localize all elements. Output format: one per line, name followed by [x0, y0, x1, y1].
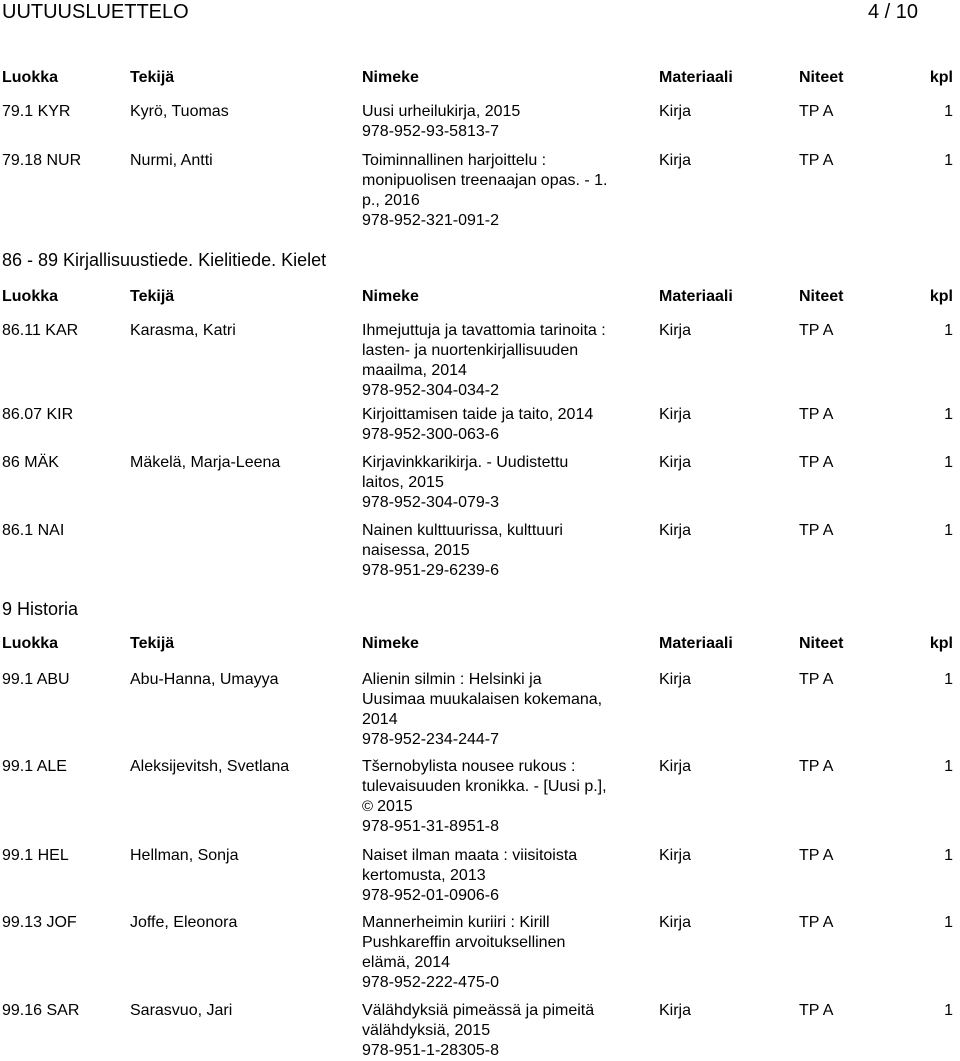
title-line: Uusimaa muukalaisen kokemana, — [362, 691, 603, 708]
kpl-cell: 1 — [944, 454, 953, 471]
materiaali-cell: Kirja — [659, 847, 692, 864]
column-header-tekija: Tekijä — [130, 635, 175, 652]
niteet-cell: TP A — [799, 406, 834, 423]
kpl-cell: 1 — [944, 522, 953, 539]
isbn-line: 978-951-31-8951-8 — [362, 818, 499, 835]
title-line: Alienin silmin : Helsinki ja — [362, 671, 542, 688]
materiaali-cell: Kirja — [659, 322, 692, 339]
column-header-niteet: Niteet — [799, 635, 844, 652]
title-line: Välähdyksiä pimeässä ja pimeitä — [362, 1002, 595, 1019]
column-header-tekija: Tekijä — [130, 69, 175, 86]
kpl-cell: 1 — [944, 758, 953, 775]
column-header-kpl: kpl — [929, 635, 953, 652]
title-line: välähdyksiä, 2015 — [362, 1022, 491, 1039]
tekija-cell: Nurmi, Antti — [130, 152, 213, 169]
column-header-tekija: Tekijä — [130, 288, 175, 305]
nimeke-cell — [362, 453, 652, 513]
niteet-cell: TP A — [799, 914, 834, 931]
column-header-kpl: kpl — [929, 69, 953, 86]
niteet-cell: TP A — [799, 522, 834, 539]
section-title: 9 Historia — [2, 599, 79, 619]
materiaali-cell: Kirja — [659, 914, 692, 931]
isbn-line: 978-952-222-475-0 — [362, 974, 499, 991]
materiaali-cell: Kirja — [659, 406, 692, 423]
materiaali-cell: Kirja — [659, 671, 692, 688]
isbn-line: 978-952-234-244-7 — [362, 731, 499, 748]
nimeke-cell — [362, 521, 652, 581]
tekija-cell: Joffe, Eleonora — [130, 914, 238, 931]
tekija-cell: Kyrö, Tuomas — [130, 103, 229, 120]
niteet-cell: TP A — [799, 758, 834, 775]
page-number: 4 / 10 — [867, 1, 918, 23]
nimeke-cell — [362, 846, 652, 906]
niteet-cell: TP A — [799, 671, 834, 688]
nimeke-cell — [362, 913, 652, 993]
column-header-niteet: Niteet — [799, 288, 844, 305]
column-header-materiaali: Materiaali — [659, 635, 733, 652]
column-header-materiaali: Materiaali — [659, 288, 733, 305]
nimeke-cell — [362, 321, 652, 401]
title-line: 2014 — [362, 711, 398, 728]
title-line: Uusi urheilukirja, 2015 — [362, 103, 521, 120]
column-header-luokka: Luokka — [2, 635, 59, 652]
nimeke-cell — [362, 151, 652, 231]
tekija-cell: Abu-Hanna, Umayya — [130, 671, 279, 688]
title-line: monipuolisen treenaajan opas. - 1. — [362, 172, 608, 189]
nimeke-cell — [362, 405, 652, 445]
luokka-cell: 86.1 NAI — [2, 522, 65, 539]
nimeke-cell — [362, 102, 652, 142]
niteet-cell: TP A — [799, 152, 834, 169]
copyright-icon: © — [362, 798, 374, 815]
isbn-line: 978-952-01-0906-6 — [362, 887, 499, 904]
column-header-nimeke: Nimeke — [362, 288, 419, 305]
luokka-cell: 79.18 NUR — [2, 152, 82, 169]
luokka-cell: 99.1 HEL — [2, 847, 69, 864]
title-line: Ihmejuttuja ja tavattomia tarinoita : — [362, 322, 606, 339]
title-line: Toiminnallinen harjoittelu : — [362, 152, 547, 169]
kpl-cell: 1 — [944, 406, 953, 423]
title-line: Kirjoittamisen taide ja taito, 2014 — [362, 406, 594, 423]
title-line: Pushkareffin arvoituksellinen — [362, 934, 566, 951]
niteet-cell: TP A — [799, 454, 834, 471]
niteet-cell: TP A — [799, 847, 834, 864]
luokka-cell: 99.1 ALE — [2, 758, 67, 775]
isbn-line: 978-952-321-091-2 — [362, 212, 499, 229]
title-line: naisessa, 2015 — [362, 542, 470, 559]
isbn-line: 978-951-29-6239-6 — [362, 562, 499, 579]
kpl-cell: 1 — [944, 914, 953, 931]
luokka-cell: 79.1 KYR — [2, 103, 71, 120]
tekija-cell: Karasma, Katri — [130, 322, 236, 339]
title-line: kertomusta, 2013 — [362, 867, 486, 884]
materiaali-cell: Kirja — [659, 152, 692, 169]
title-line: elämä, 2014 — [362, 954, 451, 971]
kpl-cell: 1 — [944, 152, 953, 169]
nimeke-cell — [362, 670, 652, 750]
page-title: UUTUUSLUETTELO — [2, 1, 189, 23]
kpl-cell: 1 — [944, 847, 953, 864]
materiaali-cell: Kirja — [659, 1002, 692, 1019]
kpl-cell: 1 — [944, 103, 953, 120]
nimeke-cell — [362, 1001, 652, 1061]
title-line: lasten- ja nuortenkirjallisuuden — [362, 342, 579, 359]
column-header-row — [0, 287, 960, 307]
kpl-cell: 1 — [944, 1002, 953, 1019]
title-line: tulevaisuuden kronikka. - [Uusi p.], — [362, 778, 607, 795]
title-line: maailma, 2014 — [362, 362, 467, 379]
column-header-nimeke: Nimeke — [362, 69, 419, 86]
materiaali-cell: Kirja — [659, 758, 692, 775]
kpl-cell: 1 — [944, 671, 953, 688]
title-line: Mannerheimin kuriiri : Kirill — [362, 914, 550, 931]
luokka-cell: 86.07 KIR — [2, 406, 74, 423]
title-line: Nainen kulttuurissa, kulttuuri — [362, 522, 563, 539]
niteet-cell: TP A — [799, 103, 834, 120]
luokka-cell: 86.11 KAR — [2, 322, 79, 339]
luokka-cell: 99.13 JOF — [2, 914, 77, 931]
column-header-kpl: kpl — [929, 288, 953, 305]
section-title: 86 - 89 Kirjallisuustiede. Kielitiede. Kielet — [2, 250, 327, 270]
title-line: Kirjavinkkarikirja. - Uudistettu — [362, 454, 569, 471]
materiaali-cell: Kirja — [659, 522, 692, 539]
column-header-row — [0, 634, 960, 654]
column-header-luokka: Luokka — [2, 69, 59, 86]
tekija-cell: Sarasvuo, Jari — [130, 1002, 233, 1019]
title-line: p., 2016 — [362, 192, 420, 209]
isbn-line: 978-952-304-034-2 — [362, 382, 499, 399]
luokka-cell: 99.16 SAR — [2, 1002, 80, 1019]
niteet-cell: TP A — [799, 1002, 834, 1019]
nimeke-cell — [362, 757, 652, 837]
column-header-materiaali: Materiaali — [659, 69, 733, 86]
column-header-nimeke: Nimeke — [362, 635, 419, 652]
kpl-cell: 1 — [944, 322, 953, 339]
materiaali-cell: Kirja — [659, 454, 692, 471]
niteet-cell: TP A — [799, 322, 834, 339]
materiaali-cell: Kirja — [659, 103, 692, 120]
title-line: Tšernobylista nousee rukous : — [362, 758, 576, 775]
title-line: laitos, 2015 — [362, 474, 444, 491]
isbn-line: 978-952-300-063-6 — [362, 426, 499, 443]
isbn-line: 978-951-1-28305-8 — [362, 1042, 499, 1059]
column-header-niteet: Niteet — [799, 69, 844, 86]
luokka-cell: 99.1 ABU — [2, 671, 70, 688]
tekija-cell: Aleksijevitsh, Svetlana — [130, 758, 290, 775]
isbn-line: 978-952-304-079-3 — [362, 494, 499, 511]
column-header-row — [0, 68, 960, 88]
tekija-cell: Mäkelä, Marja-Leena — [130, 454, 281, 471]
tekija-cell: Hellman, Sonja — [130, 847, 239, 864]
title-line — [362, 797, 652, 817]
title-line-text: 2015 — [377, 798, 413, 815]
isbn-line: 978-952-93-5813-7 — [362, 123, 499, 140]
title-line: Naiset ilman maata : viisitoista — [362, 847, 578, 864]
column-header-luokka: Luokka — [2, 288, 59, 305]
luokka-cell: 86 MÄK — [2, 454, 59, 471]
